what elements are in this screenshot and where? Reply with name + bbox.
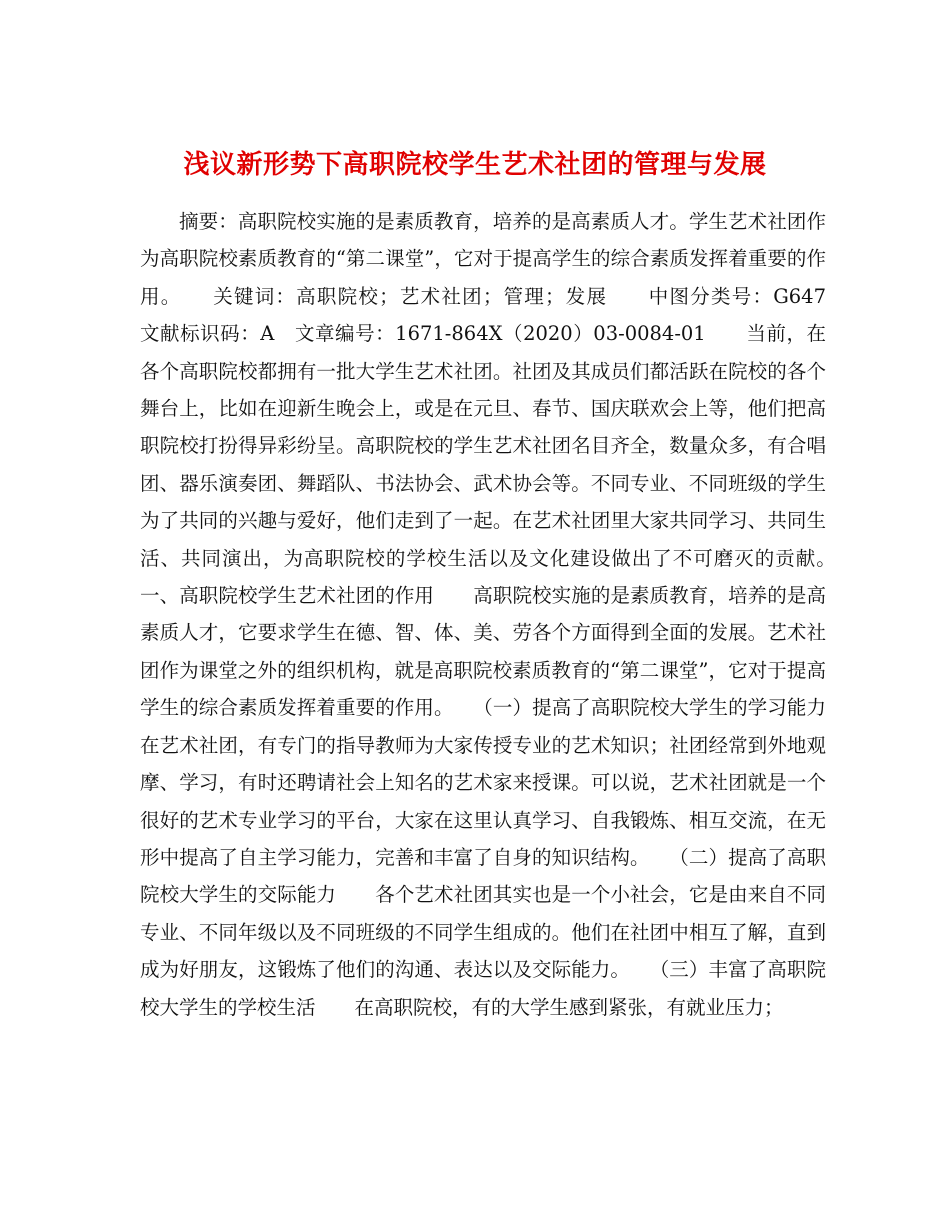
document-title: 浅议新形势下高职院校学生艺术社团的管理与发展 [183, 150, 767, 181]
document-body: 摘要：高职院校实施的是素质教育，培养的是高素质人才。学生艺术社团作为高职院校素质教育的“第二课堂”，它对于提高学生的综合素质发挥着重要的作用。 关键词：高职院校；艺术社团；管理；发展 中图分类号：G647 文献标识码：A 文章编号：1671-864X（2020）03-0084-01 当前，在各个高职院校都拥有一批大学生艺术社团。社团及其成员们都活跃在院校的各个舞台上，比如在迎新生晚会上，或是在元旦、春节、国庆联欢会上等，他们把高职院校打扮得异彩纷呈。高职院校的学生艺术社团名目齐全，数量众多，有合唱团、器乐演奏团、舞蹈队、书法协会、武术协会等。不同专业、不同班级的学生为了共同的兴趣与爱好，他们走到了一起。在艺术社团里大家共同学习、共同生活、共同演出，为高职院校的学校生活以及文化建设做出了不可磨灭的贡献。 一、高职院校学生艺术社团的作用 高职院校实施的是素质教育，培养的是高素质人才，它要求学生在德、智、体、美、劳各个方面得到全面的发展。艺术社团作为课堂之外的组织机构，就是高职院校素质教育的“第二课堂”，它对于提高学生的综合素质发挥着重要的作用。 （一）提高了高职院校大学生的学习能力 在艺术社团，有专门的指导教师为大家传授专业的艺术知识；社团经常到外地观摩、学习，有时还聘请社会上知名的艺术家来授课。可以说，艺术社团就是一个很好的艺术专业学习的平台，大家在这里认真学习、自我锻炼、相互交流，在无形中提高了自主学习能力，完善和丰富了自身的知识结构。 （二）提高了高职院校大学生的交际能力 各个艺术社团其实也是一个小社会，它是由来自不同专业、不同年级以及不同班级的不同学生组成的。他们在社团中相互了解，直到成为好朋友，这锻炼了他们的沟通、表达以及交际能力。 （三）丰富了高职院校大学生的学校生活 在高职院校，有的大学生感到紧张，有就业压力； [140, 210, 866, 1019]
